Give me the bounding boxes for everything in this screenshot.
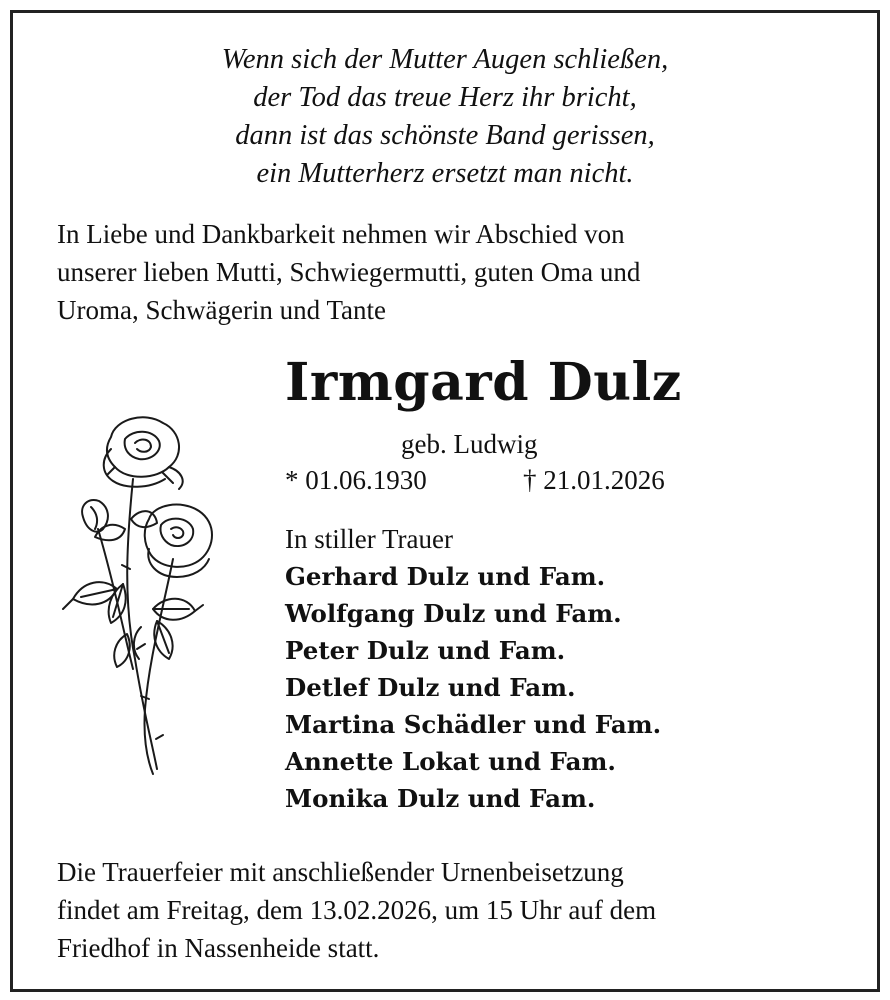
deceased-name: Irmgard Dulz <box>285 352 682 413</box>
poem-line: der Tod das treue Herz ihr bricht, <box>253 82 637 113</box>
family-entry: Annette Lokat und Fam. <box>285 747 616 776</box>
poem-line: ein Mutterherz ersetzt man nicht. <box>256 158 634 189</box>
obituary-card <box>10 10 880 992</box>
roses-icon <box>53 409 223 779</box>
family-entry: Monika Dulz und Fam. <box>285 784 596 813</box>
poem <box>13 41 877 193</box>
ceremony-line: Die Trauerfeier mit anschließender Urnenbeisetzung <box>57 857 624 887</box>
mourning-heading: In stiller Trauer <box>285 524 453 554</box>
intro-line: unserer lieben Mutti, Schwiegermutti, guten Oma und <box>57 257 641 287</box>
family-entry: Martina Schädler und Fam. <box>285 710 662 739</box>
ceremony-info <box>57 853 867 967</box>
birth-date: * 01.06.1930 <box>285 465 427 495</box>
family-entry: Peter Dulz und Fam. <box>285 636 566 665</box>
family-entry: Gerhard Dulz und Fam. <box>285 562 606 591</box>
poem-line: dann ist das schönste Band gerissen, <box>235 120 655 151</box>
intro-text <box>57 215 857 329</box>
intro-line: Uroma, Schwägerin und Tante <box>57 295 387 325</box>
death-date: † 21.01.2026 <box>523 465 665 495</box>
ceremony-line: findet am Freitag, dem 13.02.2026, um 15 Uhr auf dem <box>57 895 657 925</box>
family-entry: Wolfgang Dulz und Fam. <box>285 599 622 628</box>
intro-line: In Liebe und Dankbarkeit nehmen wir Abschied von <box>57 219 625 249</box>
ceremony-line: Friedhof in Nassenheide statt. <box>57 933 380 963</box>
life-dates <box>285 463 665 497</box>
family-entry: Detlef Dulz und Fam. <box>285 673 576 702</box>
birth-name: geb. Ludwig <box>401 429 538 459</box>
mourning-list <box>285 521 661 817</box>
poem-line: Wenn sich der Mutter Augen schließen, <box>221 44 669 75</box>
